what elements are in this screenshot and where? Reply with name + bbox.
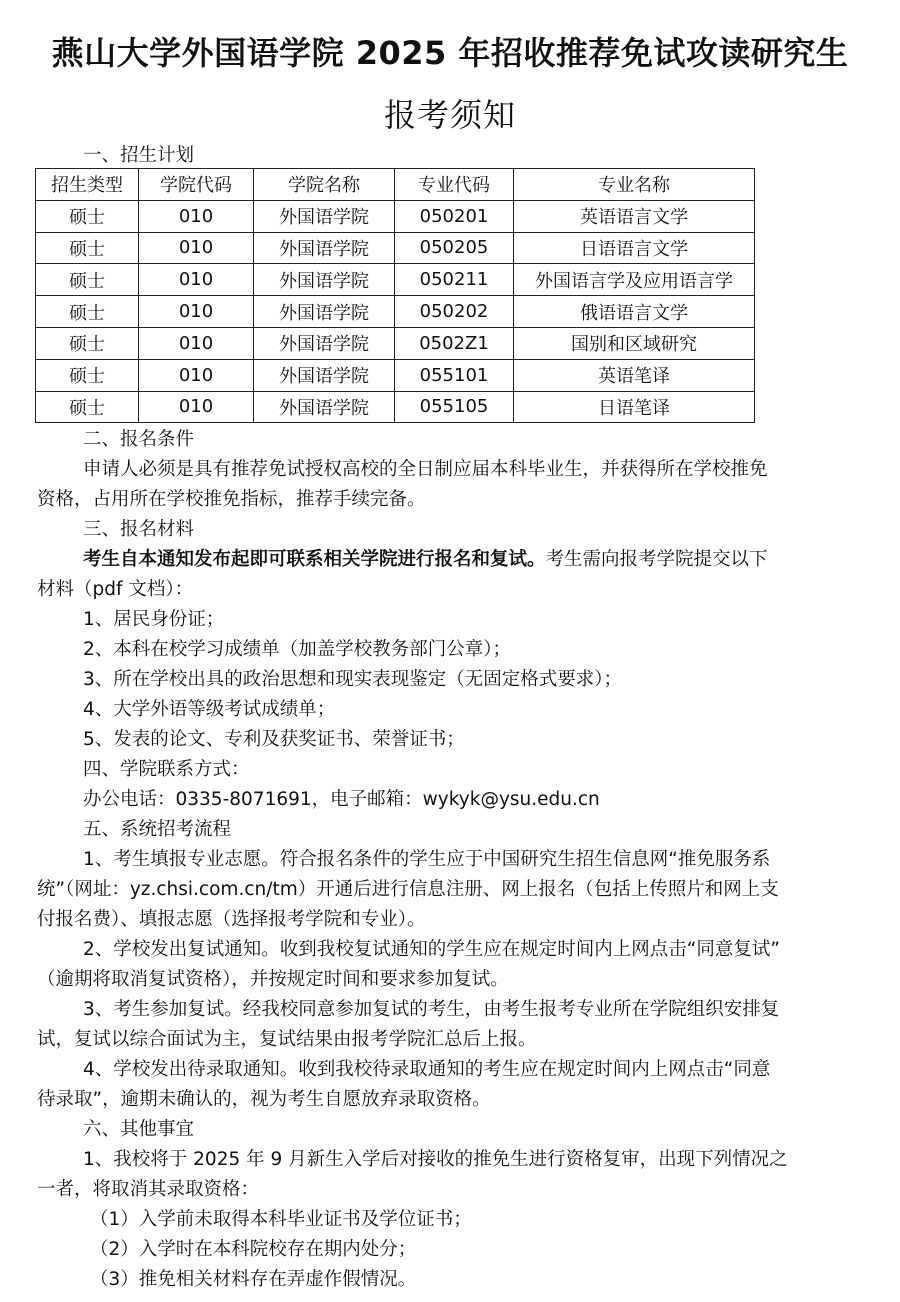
table-cell: 硕士 (36, 327, 139, 359)
document-title: 燕山大学外国语学院 2025 年招收推荐免试攻读研究生 (51, 34, 849, 72)
table-cell: 日语笔译 (514, 391, 755, 423)
table-cell: 010 (139, 264, 254, 296)
process-paragraph-line: 1、考生填报专业志愿。符合报名条件的学生应于中国研究生招生信息网“推免服务系 (83, 849, 771, 870)
table-row (36, 359, 755, 391)
materials-notice-rest: 考生需向报考学院提交以下 (545, 549, 768, 570)
table-cell: 050211 (395, 264, 514, 296)
materials-list-item: 4、大学外语等级考试成绩单； (83, 699, 336, 720)
table-cell: 010 (139, 296, 254, 328)
table-cell: 0502Z1 (395, 327, 514, 359)
process-paragraph-line: 4、学校发出待录取通知。收到我校待录取通知的考生应在规定时间内上网点击“同意 (83, 1059, 771, 1080)
table-cell: 俄语语言文学 (514, 296, 755, 328)
table-row (36, 200, 755, 232)
other-list-item: （2）入学时在本科院校存在期内处分； (90, 1239, 417, 1260)
table-cell: 050201 (395, 200, 514, 232)
process-paragraph-line: （逾期将取消复试资格），并按规定时间和要求参加复试。 (37, 969, 509, 990)
process-paragraph-line: 统”（网址：yz.chsi.com.cn/tm）开通后进行信息注册、网上报名（包括上传照片和网上支 (37, 879, 779, 900)
section-heading-other: 六、其他事宜 (83, 1119, 195, 1140)
table-header-cell: 专业代码 (395, 169, 514, 201)
table-cell: 010 (139, 327, 254, 359)
table-cell: 外国语学院 (254, 327, 395, 359)
table-row (36, 232, 755, 264)
materials-paragraph-line: 材料（pdf 文档）： (37, 579, 194, 600)
other-paragraph-line: 1、我校将于 2025 年 9 月新生入学后对接收的推免生进行资格复审，出现下列情况之 (83, 1149, 788, 1170)
table-row (36, 327, 755, 359)
table-cell: 010 (139, 232, 254, 264)
table-row (36, 264, 755, 296)
table-cell: 外国语学院 (254, 391, 395, 423)
materials-list-item: 5、发表的论文、专利及获奖证书、荣誉证书； (83, 729, 465, 750)
table-cell: 055101 (395, 359, 514, 391)
conditions-paragraph-line: 资格，占用所在学校推免指标，推荐手续完备。 (37, 489, 426, 510)
table-cell: 国别和区域研究 (514, 327, 755, 359)
table-cell: 外国语学院 (254, 359, 395, 391)
materials-notice-emphasis: 考生自本通知发布起即可联系相关学院进行报名和复试。 (83, 549, 546, 570)
enrollment-plan-table (35, 168, 755, 423)
section-heading-contact: 四、学院联系方式： (83, 759, 250, 780)
other-paragraph-line: 一者，将取消其录取资格： (37, 1179, 260, 1200)
table-cell: 英语笔译 (514, 359, 755, 391)
table-cell: 010 (139, 391, 254, 423)
conditions-paragraph-line: 申请人必须是具有推荐免试授权高校的全日制应届本科毕业生，并获得所在学校推免 (83, 459, 768, 480)
process-paragraph-line: 2、学校发出复试通知。收到我校复试通知的学生应在规定时间内上网点击“同意复试” (83, 939, 780, 960)
table-cell: 硕士 (36, 264, 139, 296)
other-list-item: （1）入学前未取得本科毕业证书及学位证书； (90, 1209, 472, 1230)
materials-list-item: 2、本科在校学习成绩单（加盖学校教务部门公章）； (83, 639, 512, 660)
materials-paragraph-line (83, 545, 768, 575)
table-row (36, 391, 755, 423)
section-heading-process: 五、系统招考流程 (83, 819, 232, 840)
table-cell: 外国语言学及应用语言学 (514, 264, 755, 296)
process-paragraph-line: 付报名费）、填报志愿（选择报考学院和专业）。 (37, 909, 426, 930)
table-cell: 硕士 (36, 391, 139, 423)
table-cell: 外国语学院 (254, 232, 395, 264)
table-cell: 硕士 (36, 359, 139, 391)
table-cell: 010 (139, 200, 254, 232)
table-row (36, 296, 755, 328)
materials-list-item: 1、居民身份证； (83, 609, 225, 630)
table-cell: 外国语学院 (254, 200, 395, 232)
section-heading-materials: 三、报名材料 (83, 519, 195, 540)
process-paragraph-line: 待录取”，逾期未确认的，视为考生自愿放弃录取资格。 (37, 1089, 491, 1110)
table-cell: 050202 (395, 296, 514, 328)
table-cell: 硕士 (36, 200, 139, 232)
table-cell: 外国语学院 (254, 264, 395, 296)
section-heading-conditions: 二、报名条件 (83, 429, 195, 450)
section-heading-plan: 一、招生计划 (83, 145, 195, 166)
table-header-cell: 学院代码 (139, 169, 254, 201)
table-header-row (36, 169, 755, 201)
table-cell: 055105 (395, 391, 514, 423)
table-cell: 硕士 (36, 232, 139, 264)
table-cell: 010 (139, 359, 254, 391)
other-list-item: （3）推免相关材料存在弄虚作假情况。 (90, 1269, 417, 1290)
process-paragraph-line: 3、考生参加复试。经我校同意参加复试的考生，由考生报考专业所在学院组织安排复 (83, 999, 780, 1020)
table-header-cell: 专业名称 (514, 169, 755, 201)
document-subtitle: 报考须知 (383, 96, 516, 134)
table-cell: 050205 (395, 232, 514, 264)
table-cell: 硕士 (36, 296, 139, 328)
process-paragraph-line: 试，复试以综合面试为主，复试结果由报考学院汇总后上报。 (37, 1029, 537, 1050)
table-header-cell: 招生类型 (36, 169, 139, 201)
table-cell: 英语语言文学 (514, 200, 755, 232)
table-cell: 外国语学院 (254, 296, 395, 328)
table-header-cell: 学院名称 (254, 169, 395, 201)
table-cell: 日语语言文学 (514, 232, 755, 264)
materials-list-item: 3、所在学校出具的政治思想和现实表现鉴定（无固定格式要求）； (83, 669, 623, 690)
contact-info: 办公电话：0335-8071691，电子邮箱：wykyk@ysu.edu.cn (83, 789, 600, 810)
